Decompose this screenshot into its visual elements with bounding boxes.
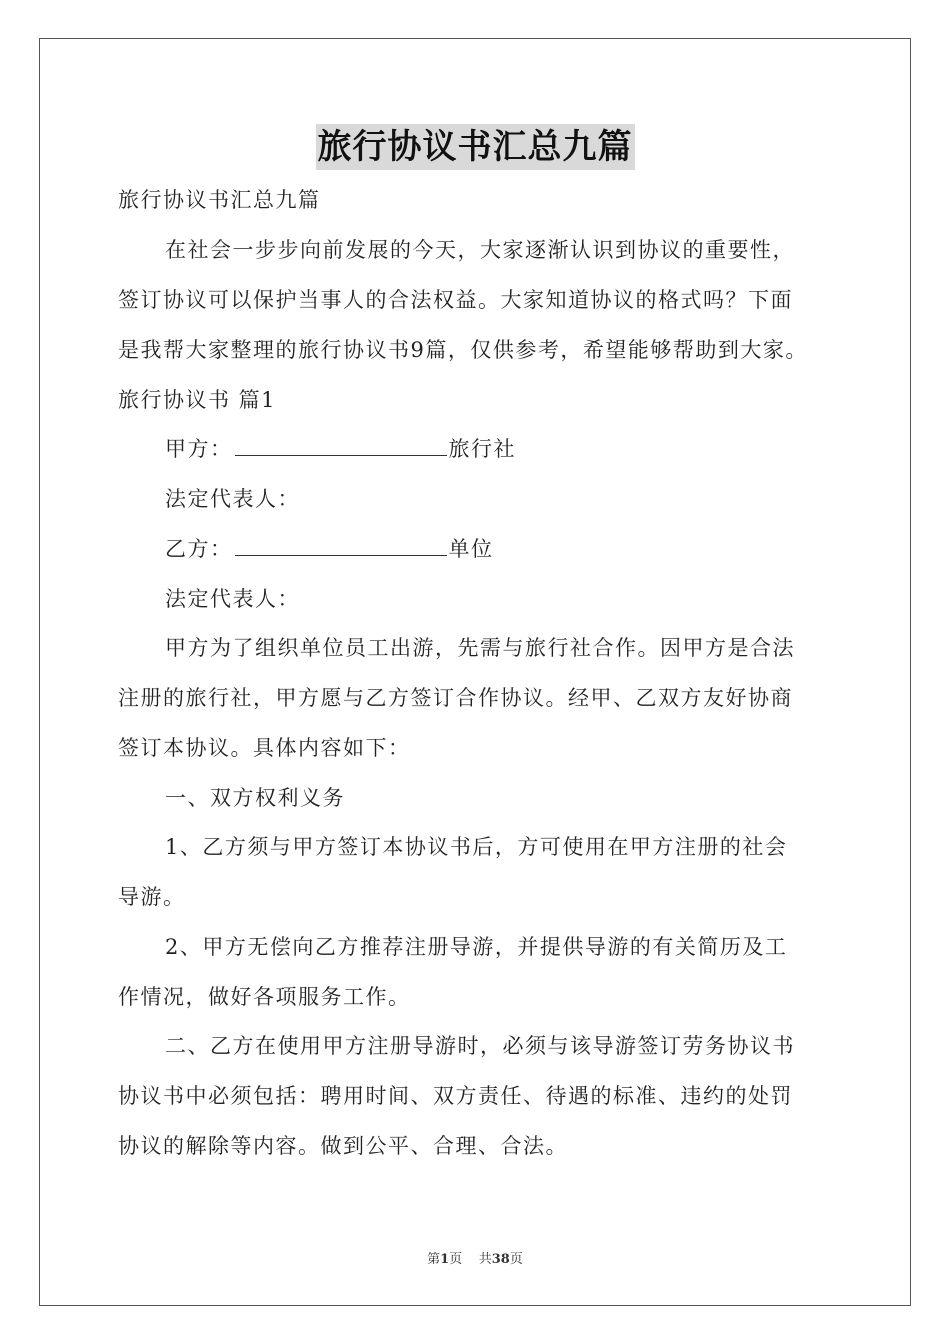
body-line-3: 签订本协议。具体内容如下： [118,736,411,760]
party-a-label: 甲方： [165,437,233,461]
total-suffix: 页 [509,1252,523,1267]
party-b-suffix: 单位 [448,537,494,561]
party-a-line [165,435,516,463]
section-heading: 旅行协议书 篇1 [118,388,277,412]
clause-heading-1: 一、双方权利义务 [165,786,345,810]
party-a-representative: 法定代表人： [165,487,300,511]
intro-line-2: 签订协议可以保护当事人的合法权益。大家知道协议的格式吗？下面 [118,288,793,312]
page-suffix: 页 [449,1252,463,1267]
clause-heading-2-line-1: 二、乙方在使用甲方注册导游时，必须与该导游签订劳务协议书 [165,1034,795,1058]
page-prefix: 第 [427,1252,441,1267]
page-number: 1 [440,1252,450,1267]
party-a-blank [235,437,447,456]
body-line-2: 注册的旅行社，甲方愿与乙方签订合作协议。经甲、乙双方友好协商 [118,686,793,710]
party-b-blank [235,537,447,556]
clause-2-line-1: 2、甲方无偿向乙方推荐注册导游，并提供导游的有关简历及工 [165,935,788,959]
party-b-line [165,535,494,563]
intro-line-1: 在社会一步步向前发展的今天，大家逐渐认识到协议的重要性， [165,238,795,262]
document-subtitle: 旅行协议书汇总九篇 [118,188,321,212]
party-b-representative: 法定代表人： [165,587,300,611]
intro-line-3: 是我帮大家整理的旅行协议书9篇，仅供参考，希望能够帮助到大家。 [118,338,808,362]
clause-heading-2-line-2: 协议书中必须包括：聘用时间、双方责任、待遇的标准、违约的处罚 [118,1084,793,1108]
page-footer [0,1248,950,1267]
title-container [0,124,950,170]
total-pages: 38 [491,1252,510,1267]
party-a-suffix: 旅行社 [448,437,516,461]
body-line-1: 甲方为了组织单位员工出游，先需与旅行社合作。因甲方是合法 [165,636,795,660]
clause-heading-2-line-3: 协议的解除等内容。做到公平、合理、合法。 [118,1134,568,1158]
page-border [39,38,911,1306]
clause-2-line-2: 作情况，做好各项服务工作。 [118,985,411,1009]
total-prefix: 共 [478,1252,492,1267]
party-b-label: 乙方： [165,537,233,561]
clause-1-line-2: 导游。 [118,885,186,909]
clause-1-line-1: 1、乙方须与甲方签订本协议书后，方可使用在甲方注册的社会 [165,835,788,859]
document-title: 旅行协议书汇总九篇 [316,124,635,170]
